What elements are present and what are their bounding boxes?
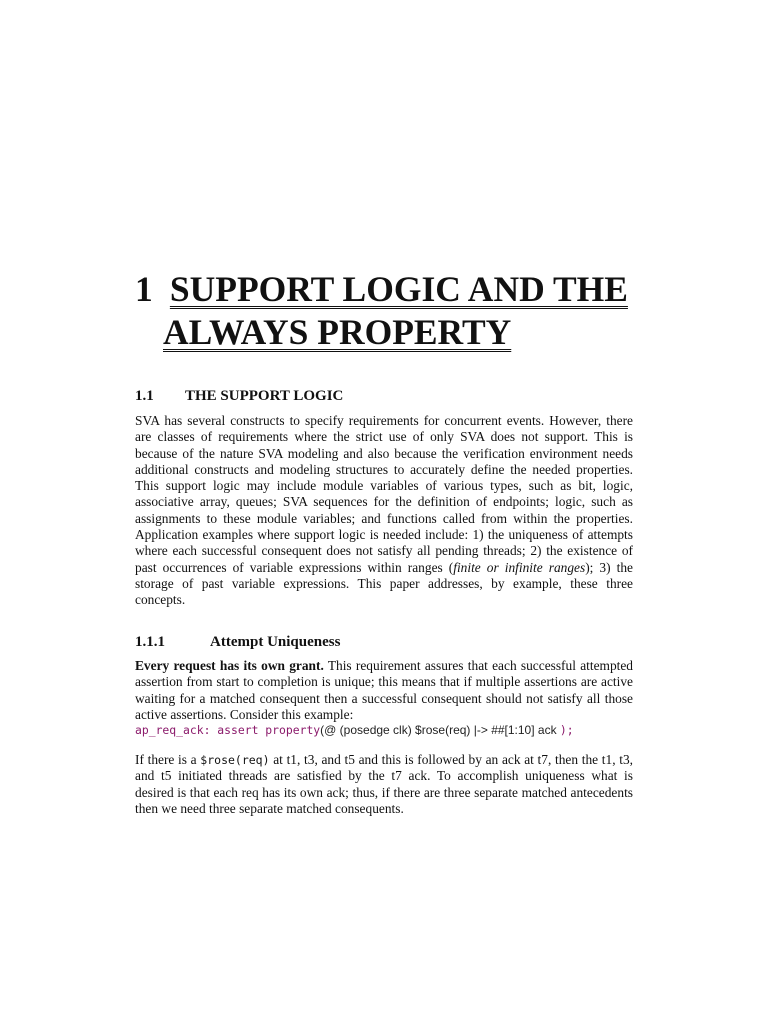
paragraph-line: This support logic may include module variables of various types, such as bit, logic,	[135, 478, 633, 494]
paragraph-line: additional constructs and modeling structures to accurately define the needed properties.	[135, 461, 633, 477]
paragraph-line: desired is that each req has its own ack; thus, if there are three separate matched antecedents	[135, 784, 633, 800]
subsection-title: Attempt Uniqueness	[210, 634, 341, 650]
paragraph-line: SVA has several constructs to specify requirements for concurrent events. However, there	[135, 413, 633, 428]
subsection-paragraph	[135, 658, 633, 723]
inline-code: $rose(req)	[200, 753, 270, 767]
paragraph-line-mixed	[135, 752, 633, 768]
paragraph-line: because of the nature SVA modeling and also because the verification environment needs	[135, 445, 633, 461]
paragraph-line: storage of past variable expressions. This paper addresses, by example, these three	[135, 575, 633, 591]
paragraph-line-lead	[135, 658, 633, 674]
subsection-number: 1.1.1	[135, 634, 165, 650]
paragraph-text: past occurrences of variable expressions within ranges (	[135, 559, 454, 575]
paragraph-text: This requirement assures that each successful attempted	[323, 658, 633, 673]
subsection-heading	[135, 632, 340, 652]
paragraph-text: ); 3) the	[585, 559, 633, 575]
chapter-heading	[135, 268, 655, 354]
chapter-number: 1	[135, 269, 153, 309]
paragraph-line: assignments to these module variables; and functions called from within the properties.	[135, 510, 633, 526]
paragraph-line-mixed	[135, 560, 633, 576]
paragraph-line: concepts.	[135, 592, 186, 608]
section-number: 1.1	[135, 388, 154, 404]
chapter-title-line2: ALWAYS PROPERTY	[163, 312, 512, 352]
code-args: (@ (posedge clk) $rose(req) |-> ##[1:10] ack	[320, 723, 560, 737]
paragraph-line: are classes of requirements where the strict use of only SVA does not support. This is	[135, 429, 633, 445]
paragraph-line: where each successful consequent does not satisfy all pending threads; 2) the existence of	[135, 543, 633, 559]
paragraph-line: active assertions. Consider this example:	[135, 706, 354, 722]
paragraph-line: and t5 initiated threads are satisfied by the t7 ack. To accomplish uniqueness what is	[135, 768, 633, 784]
paragraph-line: then we need three separate matched consequents.	[135, 800, 404, 816]
paragraph-line: waiting for a matched consequent then a successful consequent should not satisfy all those	[135, 690, 633, 706]
paragraph-line: Application examples where support logic is needed include: 1) the uniqueness of attempts	[135, 527, 633, 543]
paragraph-text: If there is a	[135, 752, 201, 767]
code-end: );	[559, 723, 574, 737]
italic-text: finite or infinite ranges	[453, 559, 586, 575]
chapter-title-line1: SUPPORT LOGIC AND THE	[169, 269, 628, 309]
paragraph-line: associative array, queues; SVA sequences for the definition of endpoints; logic, such as	[135, 494, 633, 510]
section-title: THE SUPPORT LOGIC	[185, 388, 344, 404]
lead-bold-text: Every request has its own grant.	[135, 658, 324, 673]
explanation-paragraph	[135, 752, 633, 817]
paragraph-text: at t1, t3, and t5 and this is followed by an ack at t7, then the t1, t3,	[269, 752, 633, 767]
code-label: ap_req_ack: assert property	[135, 723, 321, 737]
section-paragraph	[135, 413, 633, 609]
code-example	[135, 722, 574, 738]
section-heading	[135, 386, 343, 406]
paragraph-line: assertion from start to completion is unique; this means that if multiple assertions are active	[135, 674, 633, 690]
